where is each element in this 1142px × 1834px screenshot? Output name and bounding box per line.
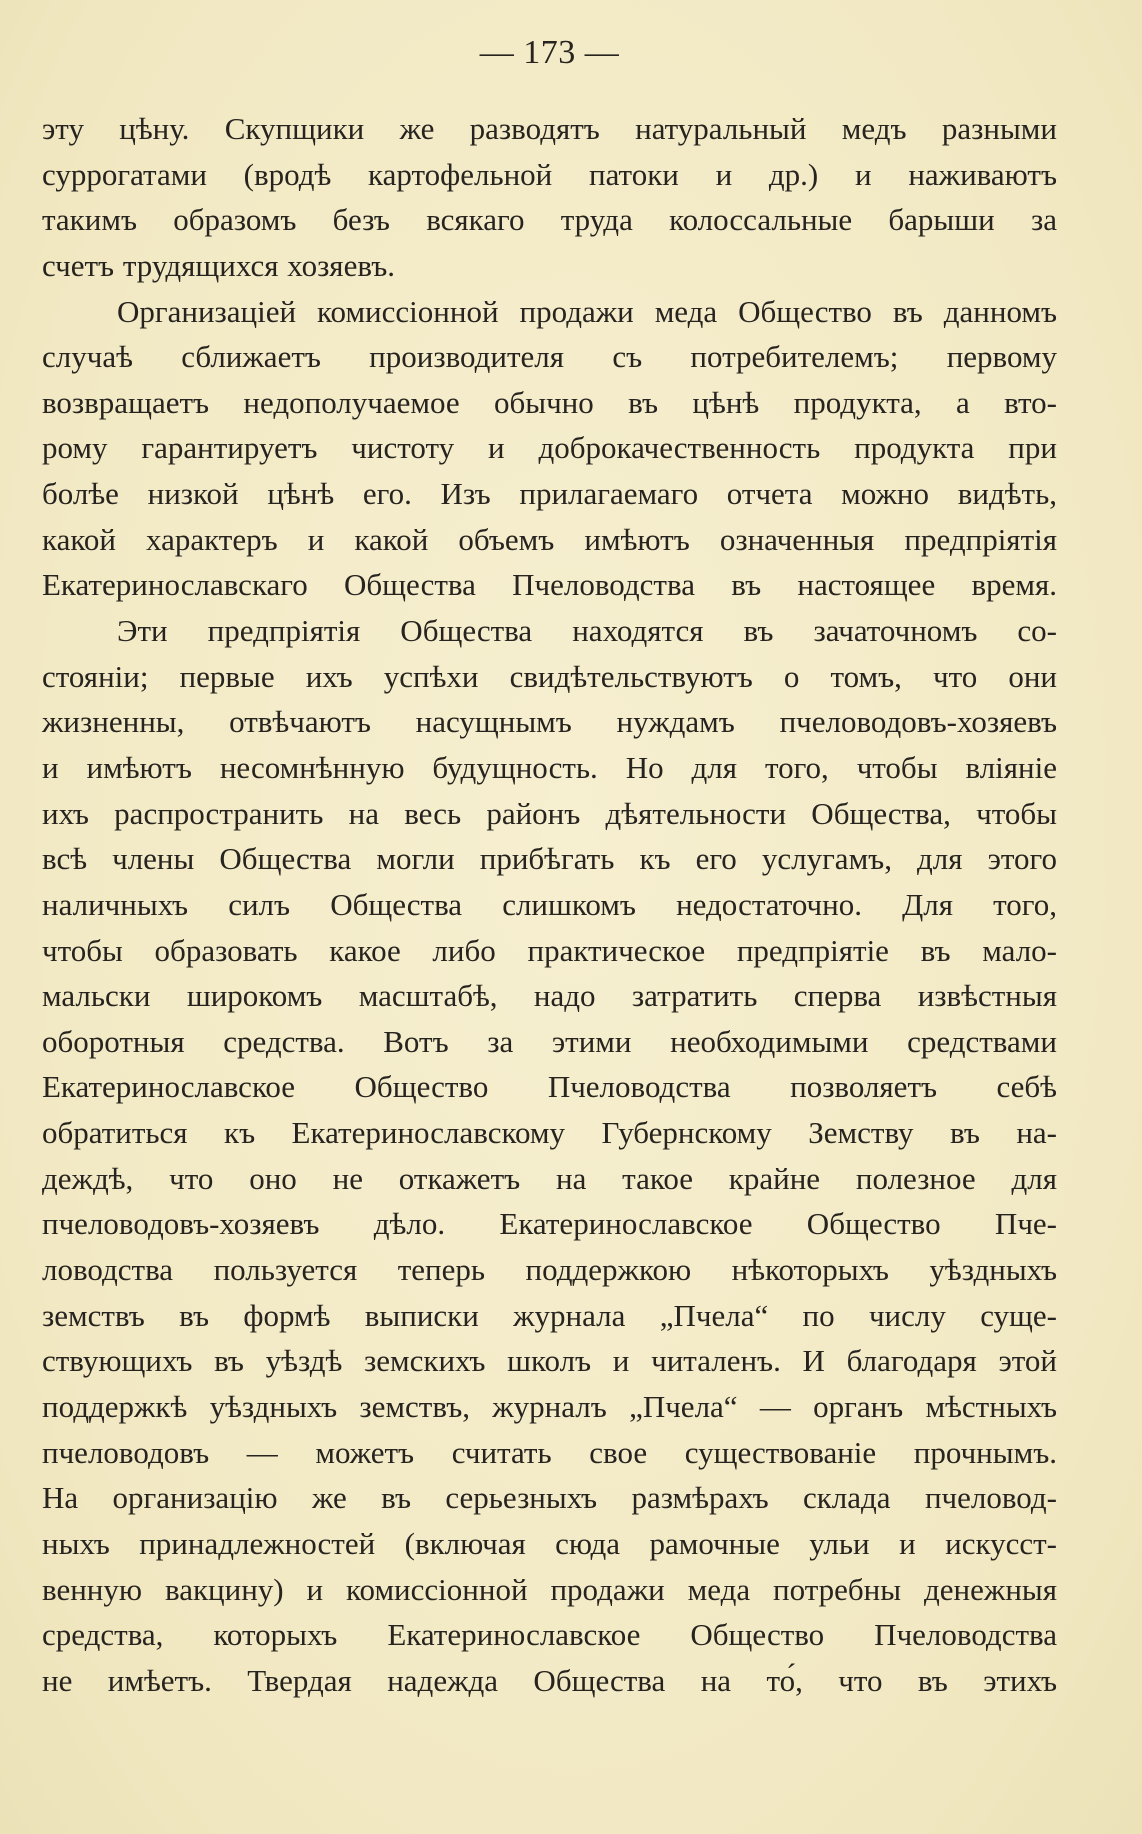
- text-line: жизненны, отвѣчаютъ насущнымъ нуждамъ пчеловодовъ-хозяевъ: [42, 704, 1057, 740]
- text-line: пчеловодовъ — можетъ считать свое существованіе прочнымъ.: [42, 1434, 1057, 1470]
- text-line: рому гарантируетъ чистоту и доброкачественность продукта при: [42, 430, 1057, 466]
- text-line: и имѣютъ несомнѣнную будущность. Но для того, чтобы вліяніе: [42, 749, 1057, 785]
- text-line: оборотныя средства. Вотъ за этими необходимыми средствами: [42, 1023, 1057, 1059]
- text-line: возвращаетъ недополучаемое обычно въ цѣнѣ продукта, а вто-: [42, 384, 1057, 420]
- text-line: обратиться къ Екатеринославскому Губернскому Земству въ на-: [42, 1115, 1057, 1151]
- text-line: ихъ распространить на весь районъ дѣятельности Общества, чтобы: [42, 795, 1057, 831]
- text-line: Екатеринославское Общество Пчеловодства позволяетъ себѣ: [42, 1069, 1057, 1105]
- body-text: [42, 106, 1057, 1703]
- text-line: какой характеръ и какой объемъ имѣютъ означенныя предпріятія: [42, 521, 1057, 557]
- paragraph-3: [42, 608, 1057, 1703]
- text-line: случаѣ сближаетъ производителя съ потребителемъ; первому: [42, 339, 1057, 375]
- text-line: стояніи; первые ихъ успѣхи свидѣтельствуютъ о томъ, что они: [42, 658, 1057, 694]
- text-line: средства, которыхъ Екатеринославское Общество Пчеловодства: [42, 1617, 1057, 1653]
- text-line: такимъ образомъ безъ всякаго труда колоссальные барыши за: [42, 202, 1057, 238]
- paragraph-1: [42, 106, 1057, 289]
- text-line: всѣ члены Общества могли прибѣгать къ его услугамъ, для этого: [42, 841, 1057, 877]
- text-line: Организаціей комиссіонной продажи меда Общество въ данномъ: [117, 293, 1057, 329]
- text-line: ствующихъ въ уѣздѣ земскихъ школъ и читаленъ. И благодаря этой: [42, 1343, 1057, 1379]
- text-line: поддержкѣ уѣздныхъ земствъ, журналъ „Пчела“ — органъ мѣстныхъ: [42, 1388, 1057, 1424]
- text-line: болѣе низкой цѣнѣ его. Изъ прилагаемаго отчета можно видѣть,: [42, 476, 1057, 512]
- text-line: чтобы образовать какое либо практическое предпріятіе въ мало-: [42, 932, 1057, 968]
- text-line: суррогатами (вродѣ картофельной патоки и др.) и наживаютъ: [42, 156, 1057, 192]
- text-line: эту цѣну. Скупщики же разводятъ натуральный медъ разными: [42, 111, 1057, 146]
- text-line: ныхъ принадлежностей (включая сюда рамочные ульи и искусст-: [42, 1525, 1057, 1561]
- text-line: счетъ трудящихся хозяевъ.: [42, 247, 395, 283]
- text-line: земствъ въ формѣ выписки журнала „Пчела“ по числу суще-: [42, 1297, 1057, 1333]
- text-line: Екатеринославскаго Общества Пчеловодства въ настоящее время.: [42, 567, 1057, 603]
- text-line: На организацію же въ серьезныхъ размѣрахъ склада пчеловод-: [42, 1480, 1057, 1516]
- text-line: ловодства пользуется теперь поддержкою нѣкоторыхъ уѣздныхъ: [42, 1252, 1057, 1288]
- text-line: деждѣ, что оно не откажетъ на такое крайне полезное для: [42, 1160, 1057, 1196]
- text-line: наличныхъ силъ Общества слишкомъ недостаточно. Для того,: [42, 886, 1057, 922]
- text-line: пчеловодовъ-хозяевъ дѣло. Екатеринославское Общество Пче-: [42, 1206, 1057, 1242]
- text-line: не имѣетъ. Твердая надежда Общества на то́, что въ этихъ: [42, 1662, 1057, 1698]
- text-line: Эти предпріятія Общества находятся въ зачаточномъ со-: [117, 613, 1057, 649]
- page-number: — 173 —: [479, 34, 620, 71]
- text-line: венную вакцину) и комиссіонной продажи меда потребны денежныя: [42, 1571, 1057, 1607]
- paragraph-2: [42, 289, 1057, 608]
- text-line: мальски широкомъ масштабѣ, надо затратить сперва извѣстныя: [42, 978, 1057, 1014]
